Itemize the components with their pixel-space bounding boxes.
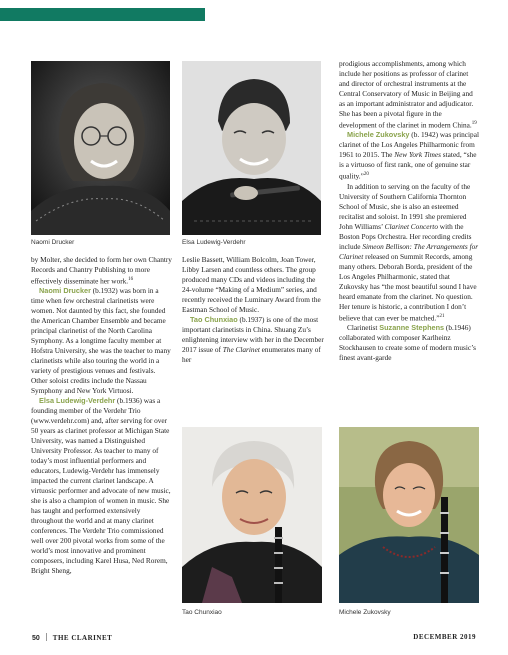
paragraph-text: enumerates many of her — [182, 345, 321, 364]
portrait-image — [182, 427, 322, 603]
person-name: Michele Zukovsky — [347, 130, 410, 140]
portrait-image — [182, 61, 321, 235]
photo-michele-zukovsky — [339, 427, 479, 603]
footer-divider — [46, 633, 47, 641]
paragraph — [31, 396, 173, 576]
photo-naomi-drucker — [31, 61, 170, 235]
footnote-ref: 21 — [439, 313, 445, 319]
paragraph-text: stated, “she is a virtuoso of first rank, one of genuine star quality.” — [339, 150, 477, 181]
photo-tao-chunxiao — [182, 427, 322, 603]
paragraph-text: with the Boston Pops Orchestra. Her recording credits include — [339, 221, 472, 251]
paragraph — [339, 130, 479, 181]
portrait-image — [31, 61, 170, 235]
person-name: Tao Chunxiao — [190, 315, 238, 324]
photo-elsa-ludewig-verdehr — [182, 61, 321, 235]
footnote-ref: 16 — [128, 277, 134, 282]
footnote-ref: 20 — [363, 172, 369, 178]
paragraph-text: released on Summit Records, among many others. Deborah Borda, president of the Los Angeles Philharmonic, stated that Zukovsky has “the most beautiful sound I have heard emanate from the clarinet. No question. Her tenure is historic, a contribution I don’t believe that can ever be matched.” — [339, 251, 477, 323]
issue-date: DECEMBER 2019 — [413, 633, 476, 641]
paragraph-text: (b.1946) collaborated with composer Karlheinz Stockhausen to create some of modern music’s finest avant-garde — [339, 323, 476, 363]
person-name: Naomi Drucker — [39, 286, 91, 296]
header-accent-bar — [0, 8, 205, 21]
paragraph-text: Leslie Bassett, William Bolcolm, Joan Tower, Libby Larsen and countless others. The group produced many CDs and videos including the 24-volume “Making of a Medium” series, and recently received the Luminary Award from the Eastman School of Music. — [182, 255, 321, 314]
paragraph-text: by Molter, she decided to form her own Chantry Records and Chantry Publishing to more effectively disseminate her work. — [31, 255, 172, 286]
paragraph — [339, 59, 479, 130]
paragraph-text: In addition to serving on the faculty of the University of Southern California Thornton School of Music, she is also an esteemed recitalist and soloist. In 1991 she premiered John Williams’ — [339, 181, 471, 231]
page-number: 50 — [32, 635, 40, 642]
person-name: Suzanne Stephens — [379, 323, 445, 333]
publication-title: The Clarinet — [222, 345, 260, 354]
footnote-ref: 19 — [471, 121, 477, 126]
caption-elsa-ludewig-verdehr: Elsa Ludewig-Verdehr — [182, 239, 246, 246]
column-1-text — [31, 255, 173, 576]
paragraph — [182, 315, 324, 365]
paragraph-text: (b.1937) is one of the most important clarinetists in China. Shuang Zu’s enlightening interview with her in the December 2017 issue of — [182, 315, 324, 354]
paragraph-text: (b.1936) was a founding member of the Verdehr Trio (www.verdehr.com) and, after serving for over 50 years as clarinet professor at Michigan State University, was named a Distinguished University Professor. As teacher to many of today’s most influential performers and educators, Ludewig-Verdehr has immensely impacted the current clarinet landscape. A virtuosic performer and advocate of new music, she is also a champion of women in music. She has taught and performed extensively throughout the world and at many clarinet conferences. The Verdehr Trio commissioned well over 200 pivotal works from some of the world’s most innovative and prominent composers, including Karel Husa, Ned Rorem, Bright Sheng, — [31, 396, 171, 576]
paragraph — [339, 182, 479, 323]
publication-title: New York Times — [394, 150, 441, 160]
paragraph-text: (b. 1942) was principal clarinet of the Los Angeles Philharmonic from 1961 to 2015. The — [339, 130, 479, 160]
paragraph — [182, 255, 324, 315]
paragraph — [339, 323, 479, 363]
paragraph — [31, 255, 173, 286]
work-title: Clarinet Concerto — [384, 221, 438, 231]
person-name: Elsa Ludewig-Verdehr — [39, 396, 116, 406]
magazine-title: THE CLARINET — [52, 634, 113, 642]
caption-tao-chunxiao: Tao Chunxiao — [182, 609, 222, 616]
paragraph-text: Clarinetist — [347, 323, 380, 333]
caption-michele-zukovsky: Michele Zukovsky — [339, 609, 391, 616]
portrait-image — [339, 427, 479, 603]
column-3-text — [339, 59, 479, 363]
paragraph — [31, 286, 173, 396]
paragraph-text: prodigious accomplishments, among which include her positions as professor of clarinet and director of orchestral instruments at the Central Conservatory of Music in Beijing and as an important administrator and adjudicator. She has been a pivotal figure in the development of the clarinet in modern China. — [339, 59, 474, 130]
paragraph-text: (b.1932) was born in a time when few orchestral clarinetists were women. Not daunted by this fact, she founded the American Chamber Ensemble and became principal clarinetist of the North Carolina Symphony. As a longtime faculty member at Hofstra University, she was the teacher to many clarinetists while also touring the world in a variety of prestigious venues and festivals. Other soloist credits include the Nassau Symphony and New York Virtuosi. — [31, 286, 171, 396]
page-footer — [32, 633, 476, 642]
work-title: Simeon Bellison: The Arrangements for Clarinet — [339, 241, 479, 261]
caption-naomi-drucker: Naomi Drucker — [31, 239, 75, 246]
column-2-text — [182, 255, 324, 365]
